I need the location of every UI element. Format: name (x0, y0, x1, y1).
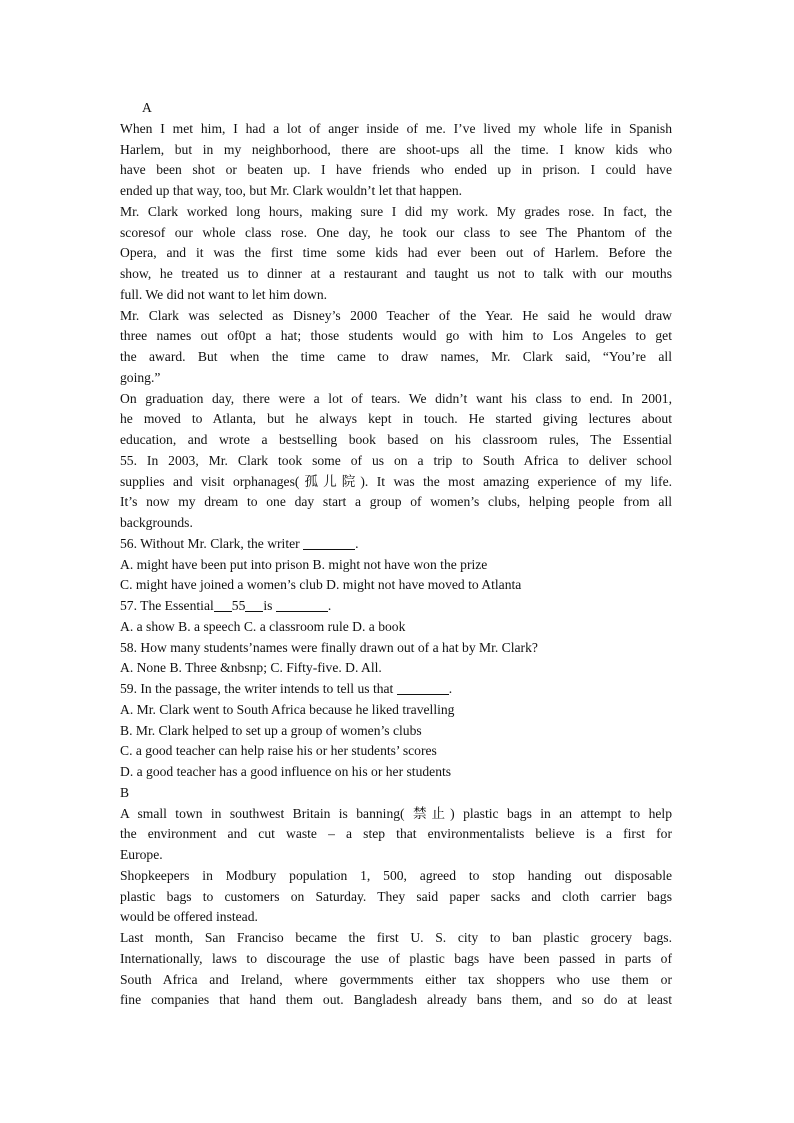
question-stem: 57. The Essential 55 is . (120, 598, 332, 613)
passage-line: Shopkeepers in Modbury population 1, 500, agreed to stop handing out disposable (120, 867, 672, 883)
question-59 (120, 679, 672, 783)
passage-line: three names out of0pt a hat; those students would go with him to Los Angeles to get (120, 328, 672, 344)
passage-line: 55. In 2003, Mr. Clark took some of us on a trip to South Africa to deliver school (120, 452, 672, 468)
question-option: C. might have joined a women’s club D. might not have moved to Atlanta (120, 577, 522, 593)
question-option: D. a good teacher has a good influence on his or her students (120, 764, 452, 779)
question-option: A. might have been put into prison B. might not have won the prize (120, 556, 488, 572)
passage-a (120, 119, 672, 534)
answer-blank (276, 597, 328, 612)
passage-line: When I met him, I had a lot of anger inside of me. I’ve lived my whole life in Spanish (120, 120, 672, 136)
passage-line: fine companies that hand them out. Bangladesh already bans them, and so do at least (120, 992, 672, 1008)
passage-line: On graduation day, there were a lot of tears. We didn’t want his class to end. In 2001, (120, 390, 672, 406)
passage-line: scoresof our whole class rose. One day, he took our class to see The Phantom of the (120, 224, 672, 240)
passage-line: going.” (120, 369, 161, 385)
answer-blank (397, 680, 449, 695)
question-option: A. Mr. Clark went to South Africa because he liked travelling (120, 701, 455, 717)
question-57 (120, 596, 672, 638)
answer-blank (303, 535, 355, 550)
passage-line: supplies and visit orphanages(孤儿院). It was the most amazing experience of my life. (120, 473, 672, 489)
question-stem: 58. How many students’names were finally drawn out of a hat by Mr. Clark? (120, 639, 538, 655)
question-option: B. Mr. Clark helped to set up a group of women’s clubs (120, 722, 422, 738)
question-58 (120, 638, 672, 680)
question-stem: 59. In the passage, the writer intends to tell us that . (120, 681, 453, 696)
question-option: C. a good teacher can help raise his or her students’ scores (120, 743, 437, 759)
underline-gap (214, 597, 232, 612)
question-56 (120, 534, 672, 596)
exam-page (120, 98, 672, 1011)
passage-b-heading: B (120, 784, 130, 800)
passage-line: Last month, San Franciso became the first U. S. city to ban plastic grocery bags. (120, 930, 672, 945)
underline-gap (245, 597, 263, 612)
passage-line: Mr. Clark was selected as Disney’s 2000 Teacher of the Year. He said he would draw (120, 307, 672, 323)
passage-line: Mr. Clark worked long hours, making sure I did my work. My grades rose. In fact, the (120, 203, 672, 219)
passage-line: show, he treated us to dinner at a restaurant and taught us not to talk with our mouths (120, 266, 672, 281)
question-option: A. a show B. a speech C. a classroom rule D. a book (120, 618, 406, 634)
passage-line: A small town in southwest Britain is banning( 禁止) plastic bags in an attempt to help (120, 805, 672, 821)
question-option: A. None B. Three &nbsnp; C. Fifty-five. D. All. (120, 660, 382, 676)
passage-line: the award. But when the time came to draw names, Mr. Clark said, “You’re all (120, 349, 672, 364)
passage-line: It’s now my dream to one day start a group of women’s clubs, helping people from all (120, 494, 672, 510)
passage-b (120, 804, 672, 1012)
passage-line: South Africa and Ireland, where govermments either tax shoppers who use them or (120, 971, 672, 987)
passage-line: Europe. (120, 847, 163, 862)
passage-line: he moved to Atlanta, but he always kept in touch. He started giving lectures about (120, 411, 672, 427)
passage-a-heading: A (142, 100, 152, 115)
question-stem: 56. Without Mr. Clark, the writer . (120, 535, 359, 551)
passage-line: Opera, and it was the first time some kids had ever been out of Harlem. Before the (120, 245, 672, 261)
passage-line: have been shot or beaten up. I have friends who ended up in prison. I could have (120, 162, 672, 178)
passage-line: the environment and cut waste – a step that environmentalists believe is a first for (120, 826, 672, 842)
passage-line: plastic bags to customers on Saturday. They said paper sacks and cloth carrier bags (120, 888, 672, 904)
passage-line: Internationally, laws to discourage the use of plastic bags have been passed in parts of (120, 950, 672, 966)
passage-line: would be offered instead. (120, 909, 258, 925)
passage-line: full. We did not want to let him down. (120, 286, 328, 302)
passage-line: ended up that way, too, but Mr. Clark wouldn’t let that happen. (120, 183, 463, 198)
passage-line: education, and wrote a bestselling book based on his classroom rules, The Essential (120, 432, 672, 447)
passage-line: backgrounds. (120, 515, 193, 530)
passage-line: Harlem, but in my neighborhood, there are shoot-ups all the time. I know kids who (120, 141, 672, 157)
